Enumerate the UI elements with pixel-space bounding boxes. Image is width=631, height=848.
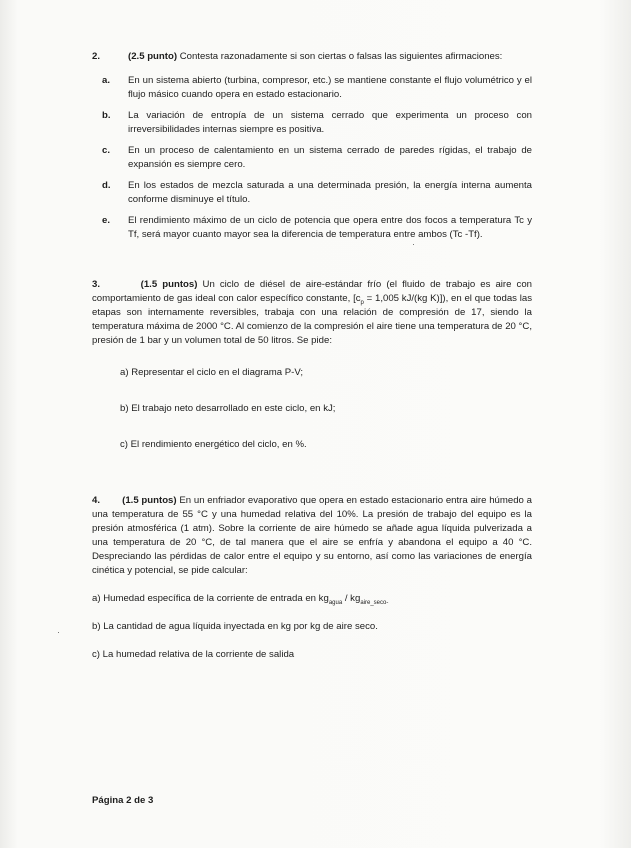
- question-2-points: (2.5 punto): [128, 51, 178, 62]
- question-3-part-b: b) El trabajo neto desarrollado en este ciclo, en kJ;: [120, 403, 336, 414]
- question-2-number: 2.: [92, 51, 101, 62]
- scan-speck: [58, 632, 59, 633]
- question-2-item-a: a. En un sistema abierto (turbina, compresor, etc.) se mantiene constante el flujo volumétrico y el flujo másico cuando opera en estado estacionario.: [102, 75, 532, 100]
- question-4-statement: 4. (1.5 puntos) En un enfriador evaporativo que opera en estado estacionario entra aire húmedo a una temperatura de 55 °C y una humedad relativa del 10%. La presión de trabajo del equipo es la presión atmosférica (1 atm). Sobre la corriente de aire húmedo se añade agua líquida pulverizada a una temperatura de 20 °C, de tal manera que el aire se enfría y abandona el equipo a 40 °C. Despreciando las pérdidas de calor entre el equipo y su entorno, así como las variaciones de energía cinética y potencial, se pide calcular:: [92, 495, 532, 576]
- question-3-number: 3.: [92, 279, 101, 290]
- question-2-item-c: c. En un proceso de calentamiento en un sistema cerrado de paredes rígidas, el trabajo de expansión es siempre cero.: [102, 145, 532, 170]
- question-2-statement: Contesta razonadamente si son ciertas o falsas las siguientes afirmaciones:: [179, 51, 503, 62]
- question-2-items: [92, 74, 532, 242]
- question-3-part-c: c) El rendimiento energético del ciclo, en %.: [120, 439, 307, 450]
- question-2: [92, 50, 532, 64]
- question-4: [92, 494, 532, 662]
- question-4-points: (1.5 puntos): [122, 495, 177, 506]
- question-4-part-a: a) Humedad específica de la corriente de entrada en $kg_{agua} / kg_{aire\_seco-}$: [92, 593, 389, 606]
- question-4-part-c: c) La humedad relativa de la corriente de salida: [92, 649, 295, 660]
- question-2-item-e: e. El rendimiento máximo de un ciclo de potencia que opera entre dos focos a temperatura Tc y Tf, será mayor cuanto mayor sea la diferencia de temperatura entre ambos (Tc -Tf).: [102, 215, 532, 240]
- question-4-number: 4.: [92, 495, 101, 506]
- question-3: [92, 278, 532, 452]
- page-number: Página 2 de 3: [92, 795, 154, 806]
- question-2-item-b: b. La variación de entropía de un sistema cerrado que experimenta un proceso con irreversibilidades internas siempre es positiva.: [102, 110, 532, 135]
- question-4-part-b: b) La cantidad de agua líquida inyectada en kg por kg de aire seco.: [92, 621, 378, 632]
- question-3-part-a: a) Representar el ciclo en el diagrama P-V;: [120, 367, 304, 378]
- question-3-points: (1.5 puntos): [140, 279, 198, 290]
- question-3-statement: 3. (1.5 puntos) Un ciclo de diésel de aire-estándar frío (el fluido de trabajo es aire con comportamiento de gas ideal con calor específico constante, [$c_p = 1,005$ kJ/(kg K)]), en el que todas las etapas son internamente reversibles, trabaja con una relación de compresión de 17, siendo la temperatura máxima de 2000 °C. Al comienzo de la compresión el aire tiene una temperatura de 20 °C, presión de 1 bar y un volumen total de 50 litros. Se pide:: [92, 279, 533, 346]
- question-2-item-d: d. En los estados de mezcla saturada a una determinada presión, la energía interna aumenta conforme disminuye el título.: [102, 180, 532, 205]
- exam-content: [92, 50, 532, 662]
- scan-speck: [413, 244, 414, 245]
